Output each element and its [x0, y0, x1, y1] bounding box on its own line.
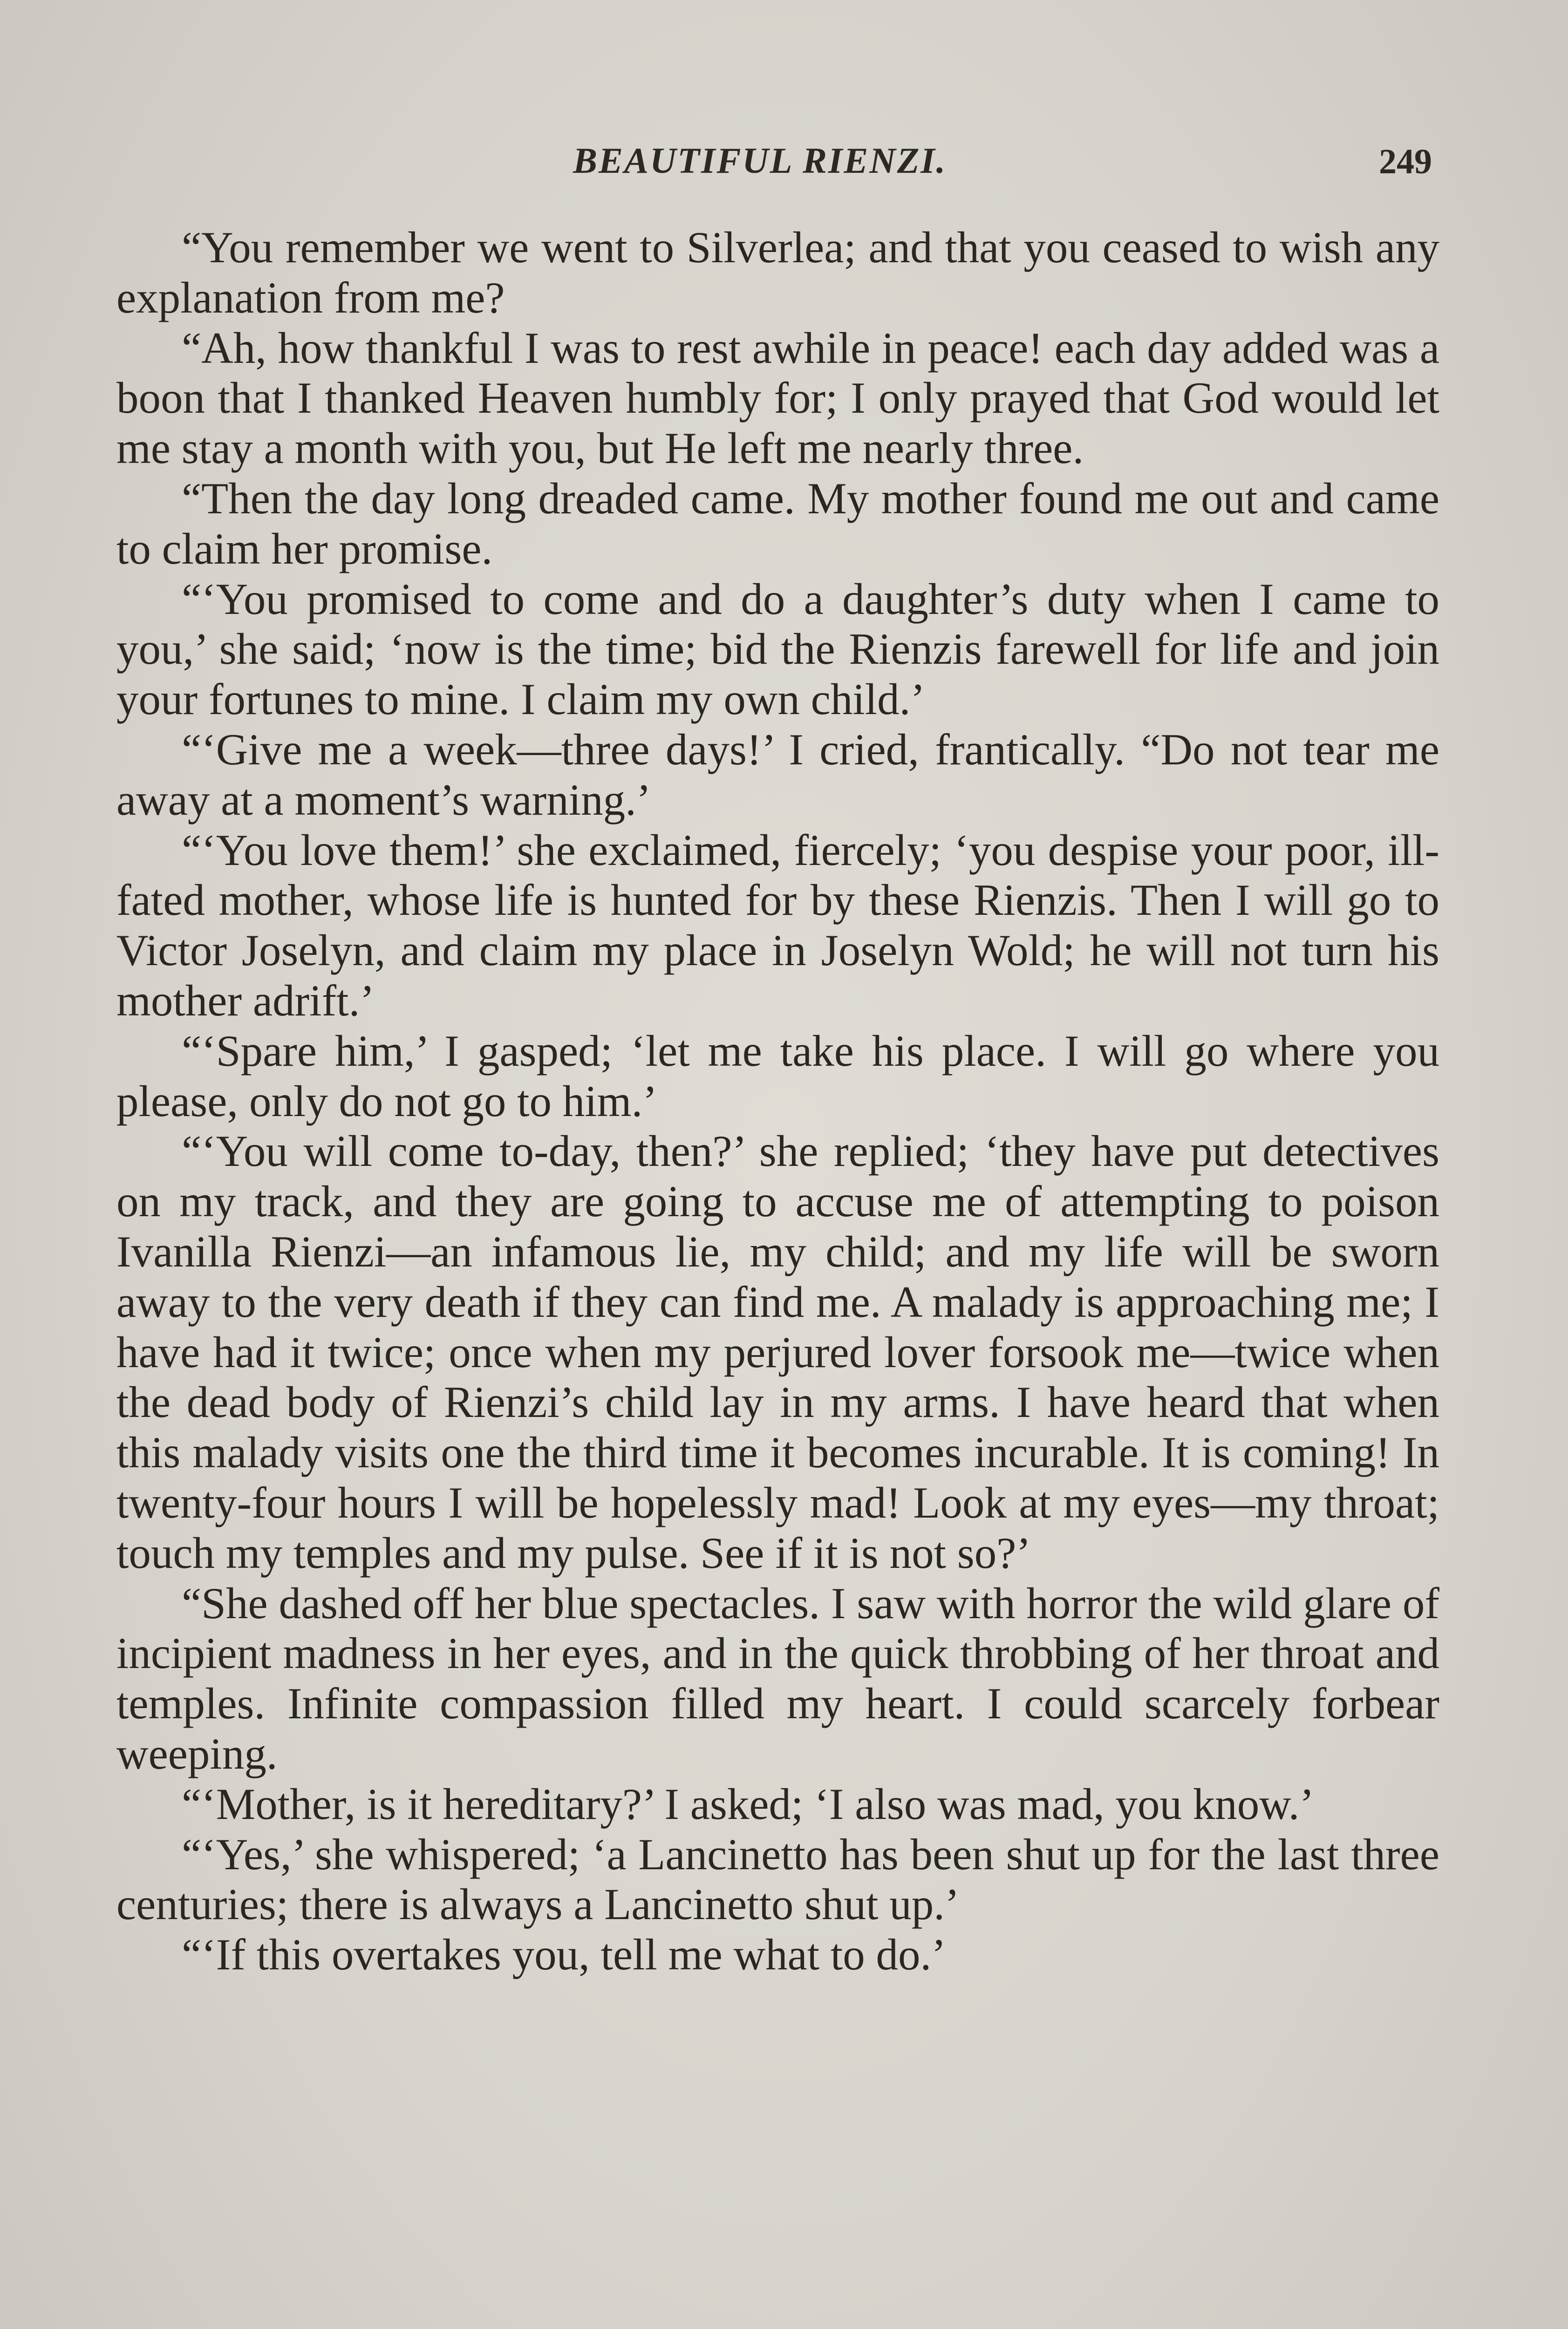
paragraph: “‘If this overtakes you, tell me what to do.’: [182, 1930, 946, 1980]
paragraph: “‘Spare him,’ I gasped; ‘let me take his place. I will go where you please, only do not go to him.’: [116, 1026, 1439, 1126]
page-header: [0, 140, 1568, 200]
paragraph: “‘You promised to come and do a daughter’s duty when I came to you,’ she said; ‘now is the time; bid the Rienzis farewell for life and join your fortunes to mine. I claim my own child.’: [116, 574, 1439, 724]
paragraph: “You remember we went to Silverlea; and that you ceased to wish any explanation from me?: [116, 223, 1439, 322]
paragraph: “‘Mother, is it hereditary?’ I asked; ‘I also was mad, you know.’: [182, 1779, 1315, 1829]
paragraph: “‘You love them!’ she exclaimed, fiercely; ‘you despise your poor, ill-fated mother, whose life is hunted for by these Rienzis. Then I will go to Victor Joselyn, and claim my place in Joselyn Wold; he will not turn his mother adrift.’: [116, 825, 1439, 1025]
paragraph: “She dashed off her blue spectacles. I saw with horror the wild glare of incipient madness in her eyes, and in the quick throbbing of her throat and temples. Infinite compassion filled my heart. I could scarcely forbear weeping.: [116, 1578, 1439, 1778]
body-text: [116, 223, 1439, 1980]
paragraph: “Then the day long dreaded came. My mother found me out and came to claim her promise.: [116, 473, 1439, 573]
paragraph: “‘Yes,’ she whispered; ‘a Lancinetto has been shut up for the last three centuries; there is always a Lancinetto shut up.’: [116, 1829, 1439, 1929]
paragraph: “Ah, how thankful I was to rest awhile in peace! each day added was a boon that I thanked Heaven humbly for; I only prayed that God would let me stay a month with you, but He left me nearly three.: [116, 323, 1439, 473]
page-number: 249: [1379, 142, 1432, 181]
paragraph: “‘Give me a week—three days!’ I cried, frantically. “Do not tear me away at a moment’s warning.’: [116, 724, 1439, 824]
running-title: BEAUTIFUL RIENZI.: [573, 140, 947, 181]
paragraph: “‘You will come to-day, then?’ she replied; ‘they have put detectives on my track, and they are going to accuse me of attempting to poison Ivanilla Rienzi—an infamous lie, my child; and my life will be sworn away to the very death if they can find me. A malady is approaching me; I have had it twice; once when my perjured lover forsook me—twice when the dead body of Rienzi’s child lay in my arms. I have heard that when this malady visits one the third time it becomes incurable. It is coming! In twenty-four hours I will be hopelessly mad! Look at my eyes—my throat; touch my temples and my pulse. See if it is not so?’: [116, 1126, 1439, 1578]
